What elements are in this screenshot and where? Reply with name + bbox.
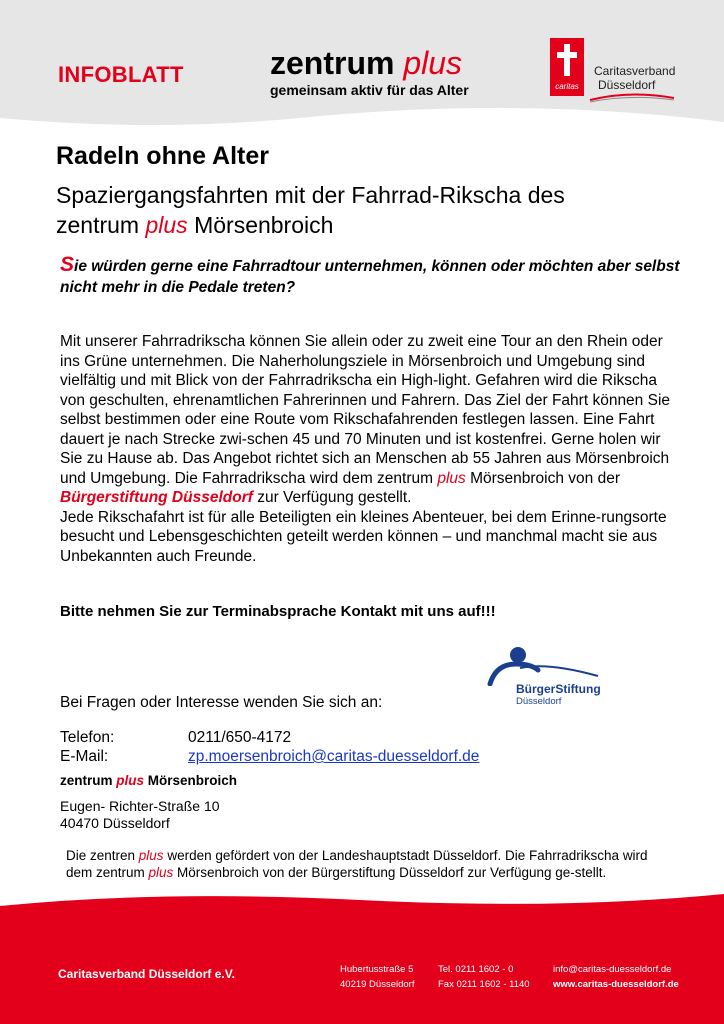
email-link[interactable]: zp.moersenbroich@caritas-duesseldorf.de [188,748,480,765]
footer-address [340,962,414,992]
address-city: 40470 Düsseldorf [60,815,170,831]
body-p1-plus: plus [437,469,466,487]
body-p1-text: Mit unserer Fahrradrikscha können Sie allein oder zu zweit eine Tour an den Rhein oder ins Grüne unternehmen. Die Naherholungsziele in Mörsenbroich und Umgebung sind vielfältig und mit Blick von der Fahrradrikscha ein High-light. Gefahren wird die Rikscha von geschulten, ehrenamtlichen Fahrerinnen und Fahrern. Das Ziel der Fahrt können Sie selbst bestimmen oder eine Route vom Rikschafahrenden festlegen lassen. Eine Fahrt dauert je nach Strecke zwi-schen 45 und 70 Minuten und ist kostenfrei. Gerne holen wir Sie zu Hause ab. Das Angebot richtet sich an Menschen ab 55 Jahren aus Mörsenbroich und Umgebung. Die Fahrradrikscha wird dem zentrum [60,333,671,487]
body-p1-after-plus: Mörsenbroich von der [465,469,620,487]
contact-address [60,798,220,832]
contact-phone-row [60,729,291,747]
logo-main-text: zentrum [270,45,395,81]
footer-phone [438,962,530,992]
document-label: INFOBLATT [58,62,184,87]
caritas-swoosh-icon [550,88,680,108]
subtitle-line1: Spaziergangsfahrten mit der Fahrrad-Rikscha des [56,182,565,208]
contact-org-plus: plus [116,773,145,788]
address-street: Eugen- Richter-Straße 10 [60,798,220,814]
phone-number: 0211/650-4172 [188,729,292,746]
footer-zip-city: 40219 Düsseldorf [340,979,415,990]
email-label: E-Mail: [60,748,109,765]
caritas-word: caritas [555,82,579,91]
funding-note [66,848,666,881]
intro-text: ie würden gerne eine Fahrradtour unternehmen, können oder möchten aber selbst nicht mehr in die Pedale treten? [60,258,680,296]
logo-plus-text: plus [403,45,463,81]
footer-street: Hubertusstraße 5 [340,964,414,975]
subtitle-plus: plus [145,212,188,238]
body-p1-highlight: Bürgerstiftung Düsseldorf [60,489,253,506]
funding-part2: werden gefördert von der Landeshauptstadt Düsseldorf. Die Fahrradrikscha wird dem zentrum [66,848,648,880]
contact-org-suffix: Mörsenbroich [144,773,238,788]
funding-plus2: plus [148,864,174,880]
body-paragraph-2: Jede Rikschafahrt ist für alle Beteiligten ein kleines Abenteuer, bei dem Erinne-rungsorte besucht und Lebensgeschichten geteilt werden können – und manchmal macht sie aus Unbekannten auch Freunde. [60,508,667,565]
body-text [60,332,672,566]
contact-email-row [60,748,479,766]
contact-org-prefix: zentrum [60,773,117,788]
body-paragraph-1 [60,332,672,508]
phone-label: Telefon: [60,729,115,746]
subtitle-suffix: Mörsenbroich [187,212,334,238]
contact-intro: Bei Fragen oder Interesse wenden Sie sich an: [60,694,383,711]
footer-website[interactable]: www.caritas-duesseldorf.de [553,979,679,990]
caritas-name-line2: Düsseldorf [598,78,656,92]
funding-plus1: plus [138,848,164,863]
buergerstiftung-logo [486,646,616,706]
footer-web [553,962,679,992]
body-p1-end: zur Verfügung gestellt. [252,489,412,506]
funding-part3: Mörsenbroich von der Bürgerstiftung Düsseldorf zur Verfügung ge-stellt. [173,864,607,880]
caritas-logo [550,38,680,108]
header [0,0,724,140]
footer [0,880,724,1024]
contact-org [60,773,237,788]
subtitle-prefix: zentrum [56,212,146,238]
buergerstiftung-swoosh-icon [486,646,616,686]
call-to-action: Bitte nehmen Sie zur Terminabsprache Kontakt mit uns auf!!! [60,603,496,620]
buergerstiftung-name: BürgerStiftung [516,682,601,696]
page-title: Radeln ohne Alter [56,142,269,170]
footer-background [0,880,724,1024]
caritas-name-line1: Caritasverband [594,64,676,78]
footer-org: Caritasverband Düsseldorf e.V. [58,967,235,981]
zentrum-plus-logo [270,44,469,98]
footer-fax: Fax 0211 1602 - 1140 [438,979,530,990]
funding-part1: Die zentren [66,848,139,863]
logo-tagline: gemeinsam aktiv für das Alter [270,82,469,98]
footer-email[interactable]: info@caritas-duesseldorf.de [553,964,672,975]
page-subtitle [56,180,676,240]
buergerstiftung-city: Düsseldorf [516,696,562,707]
footer-tel: Tel. 0211 1602 - 0 [438,964,514,975]
intro-dropcap: S [60,253,75,276]
intro-question [60,254,680,298]
